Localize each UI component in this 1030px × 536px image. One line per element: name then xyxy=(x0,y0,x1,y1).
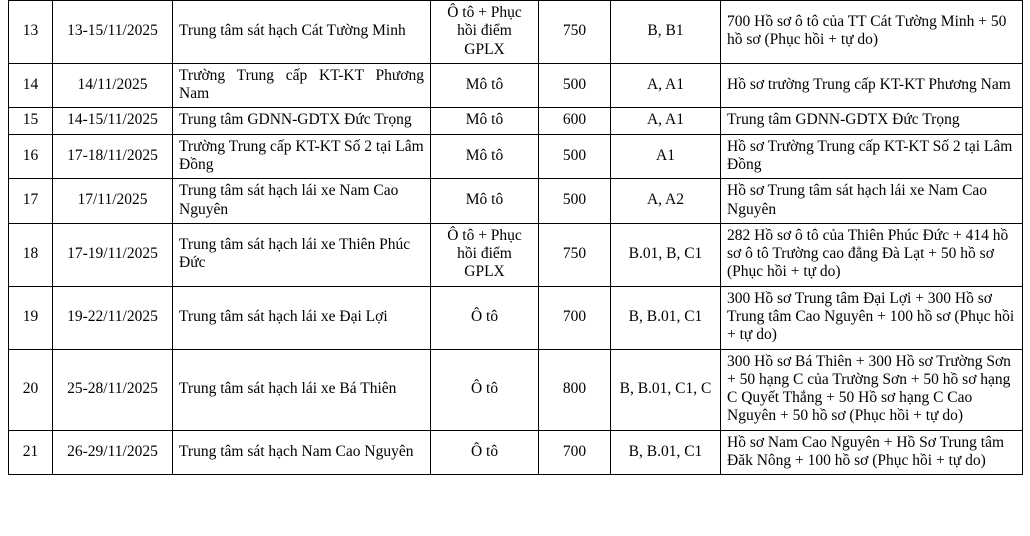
cell-license-class: A, A1 xyxy=(611,108,721,134)
cell-type: Ô tô + Phục hồi điểm GPLX xyxy=(431,223,539,286)
cell-center: Trung tâm sát hạch lái xe Nam Cao Nguyên xyxy=(173,179,431,224)
cell-note: 300 Hồ sơ Trung tâm Đại Lợi + 300 Hồ sơ Trung tâm Cao Nguyên + 100 hồ sơ (Phục hồi + tự do) xyxy=(721,286,1023,349)
cell-license-class: A1 xyxy=(611,134,721,179)
cell-type: Ô tô xyxy=(431,430,539,475)
cell-stt: 18 xyxy=(9,223,53,286)
cell-date: 13-15/11/2025 xyxy=(53,1,173,64)
cell-license-class: B, B.01, C1 xyxy=(611,286,721,349)
cell-date: 26-29/11/2025 xyxy=(53,430,173,475)
table-row xyxy=(9,286,1023,349)
cell-note: Hồ sơ Nam Cao Nguyên + Hồ Sơ Trung tâm Đăk Nông + 100 hồ sơ (Phục hồi + tự do) xyxy=(721,430,1023,475)
schedule-table-body xyxy=(9,1,1023,475)
schedule-table xyxy=(8,0,1023,475)
cell-stt: 17 xyxy=(9,179,53,224)
cell-quantity: 750 xyxy=(539,223,611,286)
cell-center: Trung tâm sát hạch lái xe Bá Thiên xyxy=(173,349,431,430)
cell-license-class: B, B.01, C1 xyxy=(611,430,721,475)
cell-stt: 20 xyxy=(9,349,53,430)
cell-date: 17-18/11/2025 xyxy=(53,134,173,179)
cell-type: Ô tô xyxy=(431,286,539,349)
cell-date: 17/11/2025 xyxy=(53,179,173,224)
cell-center: Trung tâm sát hạch Cát Tường Minh xyxy=(173,1,431,64)
cell-license-class: A, A1 xyxy=(611,63,721,108)
cell-center: Trung tâm GDNN-GDTX Đức Trọng xyxy=(173,108,431,134)
cell-center: Trung tâm sát hạch lái xe Thiên Phúc Đức xyxy=(173,223,431,286)
cell-center: Trường Trung cấp KT-KT Phương Nam xyxy=(173,63,431,108)
cell-note: 700 Hồ sơ ô tô của TT Cát Tường Minh + 50 hồ sơ (Phục hồi + tự do) xyxy=(721,1,1023,64)
cell-license-class: B, B.01, C1, C xyxy=(611,349,721,430)
cell-stt: 14 xyxy=(9,63,53,108)
cell-date: 17-19/11/2025 xyxy=(53,223,173,286)
cell-note: Hồ sơ Trường Trung cấp KT-KT Số 2 tại Lâm Đồng xyxy=(721,134,1023,179)
cell-stt: 16 xyxy=(9,134,53,179)
cell-quantity: 750 xyxy=(539,1,611,64)
table-row xyxy=(9,430,1023,475)
cell-quantity: 500 xyxy=(539,179,611,224)
table-row xyxy=(9,179,1023,224)
cell-type: Mô tô xyxy=(431,63,539,108)
cell-stt: 13 xyxy=(9,1,53,64)
cell-quantity: 500 xyxy=(539,134,611,179)
cell-note: 282 Hồ sơ ô tô của Thiên Phúc Đức + 414 hồ sơ ô tô Trường cao đẳng Đà Lạt + 50 hồ sơ (Phục hồi + tự do) xyxy=(721,223,1023,286)
cell-note: Hồ sơ Trung tâm sát hạch lái xe Nam Cao Nguyên xyxy=(721,179,1023,224)
cell-quantity: 700 xyxy=(539,286,611,349)
cell-type: Mô tô xyxy=(431,179,539,224)
cell-type: Mô tô xyxy=(431,134,539,179)
table-row xyxy=(9,63,1023,108)
cell-quantity: 600 xyxy=(539,108,611,134)
cell-note: 300 Hồ sơ Bá Thiên + 300 Hồ sơ Trường Sơn + 50 hạng C của Trường Sơn + 50 hồ sơ hạng C Quyết Thắng + 50 Hồ sơ hạng C Cao Nguyên + 50 hồ sơ (Phục hồi + tự do) xyxy=(721,349,1023,430)
cell-date: 14-15/11/2025 xyxy=(53,108,173,134)
cell-stt: 19 xyxy=(9,286,53,349)
cell-quantity: 700 xyxy=(539,430,611,475)
cell-stt: 21 xyxy=(9,430,53,475)
cell-date: 19-22/11/2025 xyxy=(53,286,173,349)
cell-license-class: A, A2 xyxy=(611,179,721,224)
table-row xyxy=(9,223,1023,286)
cell-center: Trung tâm sát hạch lái xe Đại Lợi xyxy=(173,286,431,349)
cell-date: 14/11/2025 xyxy=(53,63,173,108)
table-row xyxy=(9,1,1023,64)
cell-type: Ô tô + Phục hồi điểm GPLX xyxy=(431,1,539,64)
cell-quantity: 500 xyxy=(539,63,611,108)
cell-type: Mô tô xyxy=(431,108,539,134)
cell-license-class: B, B1 xyxy=(611,1,721,64)
cell-quantity: 800 xyxy=(539,349,611,430)
cell-license-class: B.01, B, C1 xyxy=(611,223,721,286)
table-row xyxy=(9,349,1023,430)
cell-center: Trung tâm sát hạch Nam Cao Nguyên xyxy=(173,430,431,475)
cell-note: Hồ sơ trường Trung cấp KT-KT Phương Nam xyxy=(721,63,1023,108)
table-row xyxy=(9,108,1023,134)
cell-note: Trung tâm GDNN-GDTX Đức Trọng xyxy=(721,108,1023,134)
cell-center: Trường Trung cấp KT-KT Số 2 tại Lâm Đồng xyxy=(173,134,431,179)
cell-type: Ô tô xyxy=(431,349,539,430)
table-row xyxy=(9,134,1023,179)
cell-date: 25-28/11/2025 xyxy=(53,349,173,430)
cell-stt: 15 xyxy=(9,108,53,134)
